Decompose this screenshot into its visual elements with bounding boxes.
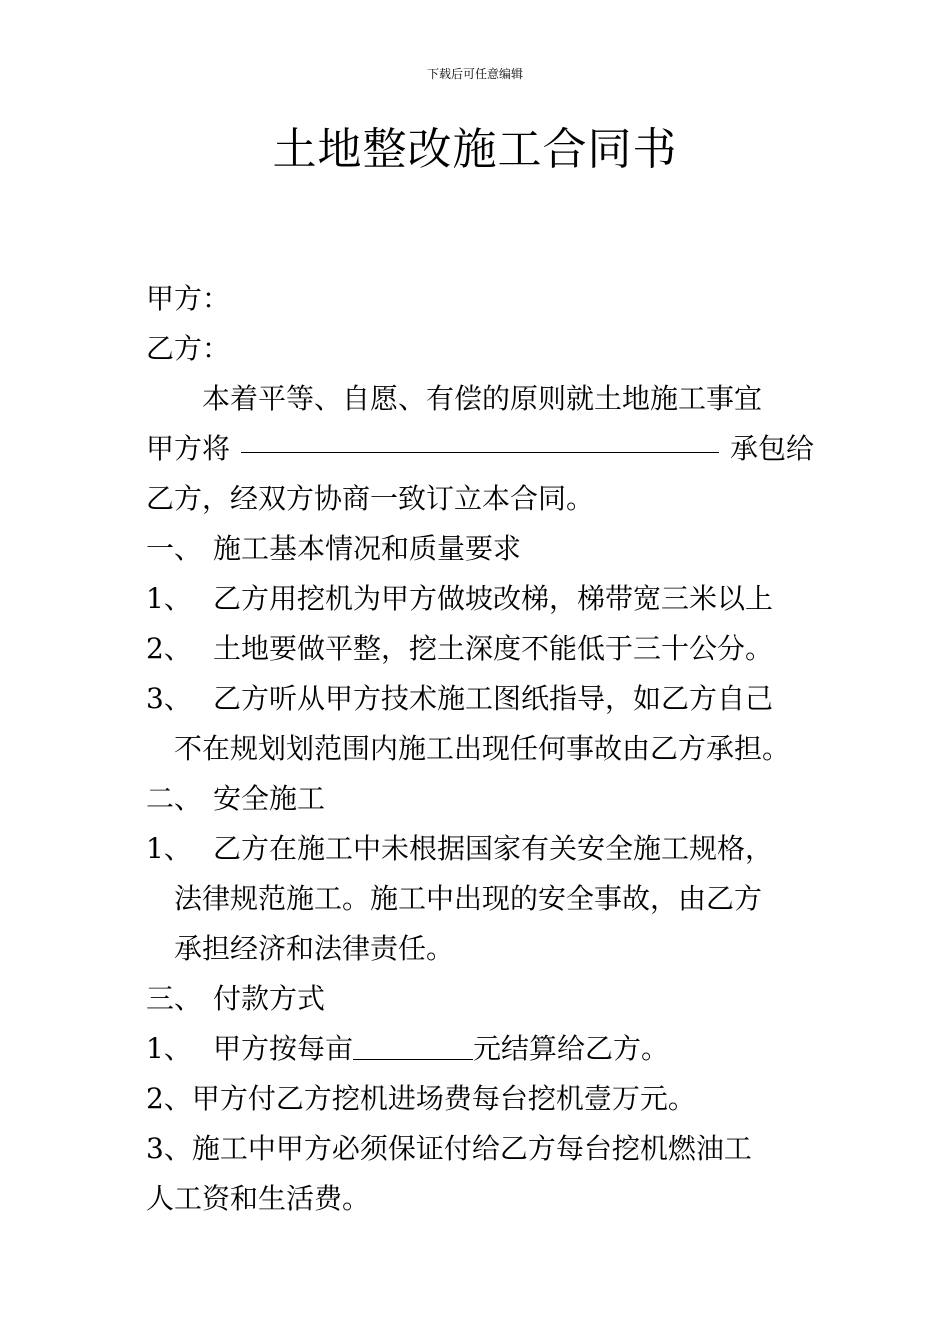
intro-line-2-before: 甲方将	[146, 432, 231, 465]
section-3-item-3: 3、施工中甲方必须保证付给乙方每台挖机燃油工	[146, 1132, 752, 1165]
section-2-title: 安全施工	[213, 782, 326, 815]
header-note: 下载后可任意编辑	[426, 67, 523, 81]
party-b-line: 乙方：	[146, 332, 231, 365]
section-1-title: 施工基本情况和质量要求	[213, 532, 522, 565]
party-a-line: 甲方：	[146, 282, 231, 315]
section-2-heading	[146, 774, 814, 824]
section-1-heading	[146, 524, 814, 574]
section-1-item-1	[146, 574, 814, 624]
intro-line-1: 本着平等、自愿、有偿的原则就土地施工事宜	[202, 382, 763, 415]
item-number: 2、	[146, 632, 192, 665]
section-3-item-2: 2、甲方付乙方挖机进场费每台挖机壹万元。	[146, 1082, 696, 1115]
section-3-item-1	[146, 1024, 814, 1074]
contract-body	[146, 274, 814, 1224]
section-3-title: 付款方式	[213, 982, 326, 1015]
section-2-item-1-line-3: 承担经济和法律责任。	[174, 932, 455, 965]
section-1-item-2	[146, 624, 814, 674]
intro-line-2-after: 承包给	[729, 432, 814, 465]
section-3-item-3-line-2: 人工资和生活费。	[146, 1182, 371, 1215]
section-3-number: 三、	[146, 982, 203, 1015]
section-1-number: 一、	[146, 532, 203, 565]
item-text: 乙方在施工中未根据国家有关安全施工规格，	[213, 832, 774, 865]
item-number: 1、	[146, 582, 192, 615]
item-number: 3、	[146, 682, 192, 715]
item-text-after: 元结算给乙方。	[473, 1032, 670, 1065]
item-text: 乙方用挖机为甲方做坡改梯，梯带宽三米以上	[213, 582, 774, 615]
section-2-number: 二、	[146, 782, 203, 815]
item-number: 1、	[146, 832, 192, 865]
section-1-item-3-continued: 不在规划划范围内施工出现任何事故由乙方承担。	[174, 732, 791, 765]
price-per-mu-blank	[353, 1031, 473, 1060]
item-text-before: 甲方按每亩	[213, 1032, 354, 1065]
item-text: 乙方听从甲方技术施工图纸指导，如乙方自己	[213, 682, 774, 715]
item-text: 土地要做平整，挖土深度不能低于三十公分。	[213, 632, 774, 665]
item-number: 1、	[146, 1032, 192, 1065]
contract-scope-blank	[241, 424, 719, 453]
intro-line-3: 乙方，经双方协商一致订立本合同。	[146, 482, 595, 515]
section-1-item-3	[146, 674, 814, 724]
section-2-item-1-line-2: 法律规范施工。施工中出现的安全事故，由乙方	[174, 882, 763, 915]
section-3-heading	[146, 974, 814, 1024]
intro-line-2	[146, 424, 814, 474]
document-title: 土地整改施工合同书	[272, 124, 678, 175]
section-2-item-1	[146, 824, 814, 874]
